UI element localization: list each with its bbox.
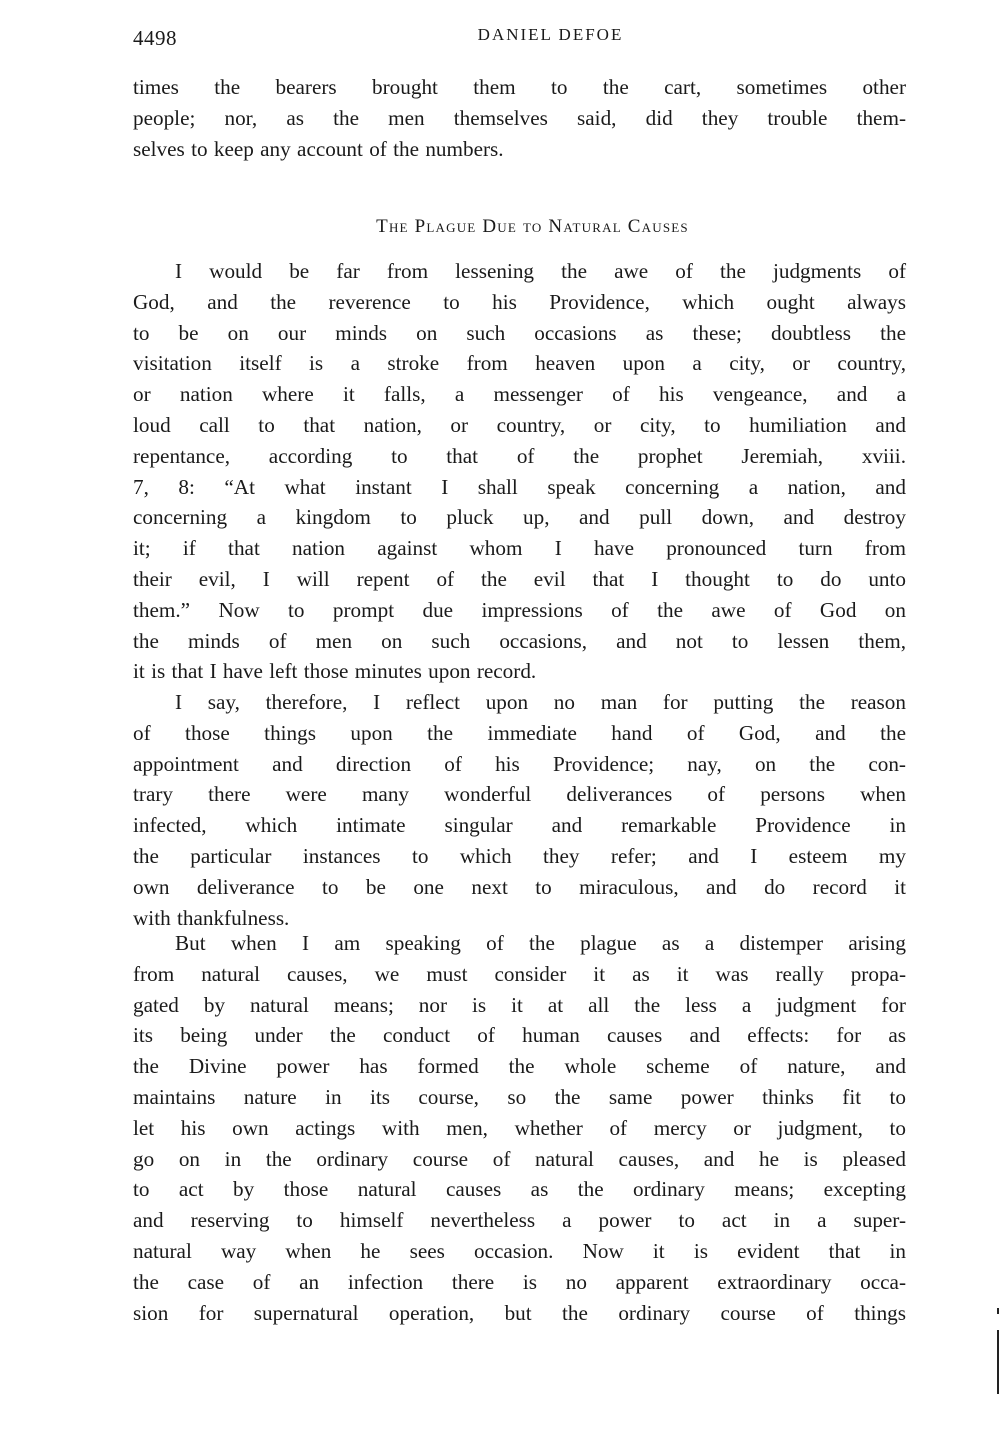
text-line: to act by those natural causes as the ordinary means; excepting	[133, 1177, 906, 1202]
text-line: go on in the ordinary course of natural causes, and he is pleased	[133, 1146, 906, 1171]
text-line: of those things upon the immediate hand of God, and the	[133, 720, 906, 745]
text-line: the Divine power has formed the whole scheme of nature, and	[133, 1054, 906, 1079]
section-heading: The Plague Due to Natural Causes	[376, 216, 689, 237]
paragraph-1	[133, 256, 906, 687]
text-line: God, and the reverence to his Providence, which ought always	[133, 289, 906, 314]
text-line: concerning a kingdom to pluck up, and pull down, and destroy	[133, 505, 906, 530]
text-line: loud call to that nation, or country, or city, to humiliation and	[133, 412, 906, 437]
running-title: DANIEL DEFOE	[477, 25, 624, 44]
running-head	[133, 22, 908, 52]
text-line: their evil, I will repent of the evil that I thought to do unto	[133, 566, 906, 591]
text-line: sion for supernatural operation, but the ordinary course of things	[133, 1300, 906, 1325]
text-line: or nation where it falls, a messenger of his vengeance, and a	[133, 382, 906, 407]
text-line: trary there were many wonderful deliverances of persons when	[133, 782, 906, 807]
text-line: from natural causes, we must consider it as it was really propa-	[133, 961, 906, 986]
text-line: appointment and direction of his Providence; nay, on the con-	[133, 751, 906, 776]
text-line: with thankfulness.	[133, 905, 290, 930]
text-line: infected, which intimate singular and remarkable Providence in	[133, 813, 906, 838]
paragraph-2	[133, 687, 906, 933]
text-line: the case of an infection there is no apparent extraordinary occa-	[133, 1269, 906, 1294]
continuation-paragraph	[133, 72, 906, 164]
text-line: I say, therefore, I reflect upon no man for putting the reason	[175, 690, 906, 714]
text-line: times the bearers brought them to the cart, sometimes other	[133, 75, 906, 99]
text-line: the minds of men on such occasions, and not to lessen them,	[133, 628, 906, 653]
text-line: I would be far from lessening the awe of the judgments of	[175, 259, 906, 283]
text-line: its being under the conduct of human causes and effects: for as	[133, 1023, 906, 1048]
page-number: 4498	[133, 26, 177, 50]
text-line: gated by natural means; nor is it at all the less a judgment for	[133, 992, 906, 1017]
text-line: and reserving to himself nevertheless a power to act in a super-	[133, 1208, 906, 1233]
text-line: the particular instances to which they refer; and I esteem my	[133, 843, 906, 868]
text-line: repentance, according to that of the prophet Jeremiah, xviii.	[133, 443, 906, 468]
scan-margin-mark	[997, 1308, 999, 1314]
text-line: it; if that nation against whom I have pronounced turn from	[133, 536, 906, 561]
text-line: visitation itself is a stroke from heaven upon a city, or country,	[133, 351, 906, 376]
text-line: But when I am speaking of the plague as a distemper arising	[175, 931, 906, 955]
text-line: 7, 8: “At what instant I shall speak concerning a nation, and	[133, 474, 906, 499]
text-line: them.” Now to prompt due impressions of the awe of God on	[133, 597, 906, 622]
scan-margin-mark	[997, 1330, 999, 1394]
paragraph-3	[133, 928, 906, 1328]
text-line: to be on our minds on such occasions as these; doubtless the	[133, 320, 906, 345]
text-line: let his own actings with men, whether of mercy or judgment, to	[133, 1115, 906, 1140]
text-line: people; nor, as the men themselves said, did they trouble them-	[133, 105, 906, 130]
text-line: natural way when he sees occasion. Now it is evident that in	[133, 1238, 906, 1263]
text-line: selves to keep any account of the numbers.	[133, 136, 504, 161]
text-line: it is that I have left those minutes upon record.	[133, 659, 537, 684]
text-line: own deliverance to be one next to miraculous, and do record it	[133, 874, 906, 899]
text-line: maintains nature in its course, so the same power thinks fit to	[133, 1084, 906, 1109]
